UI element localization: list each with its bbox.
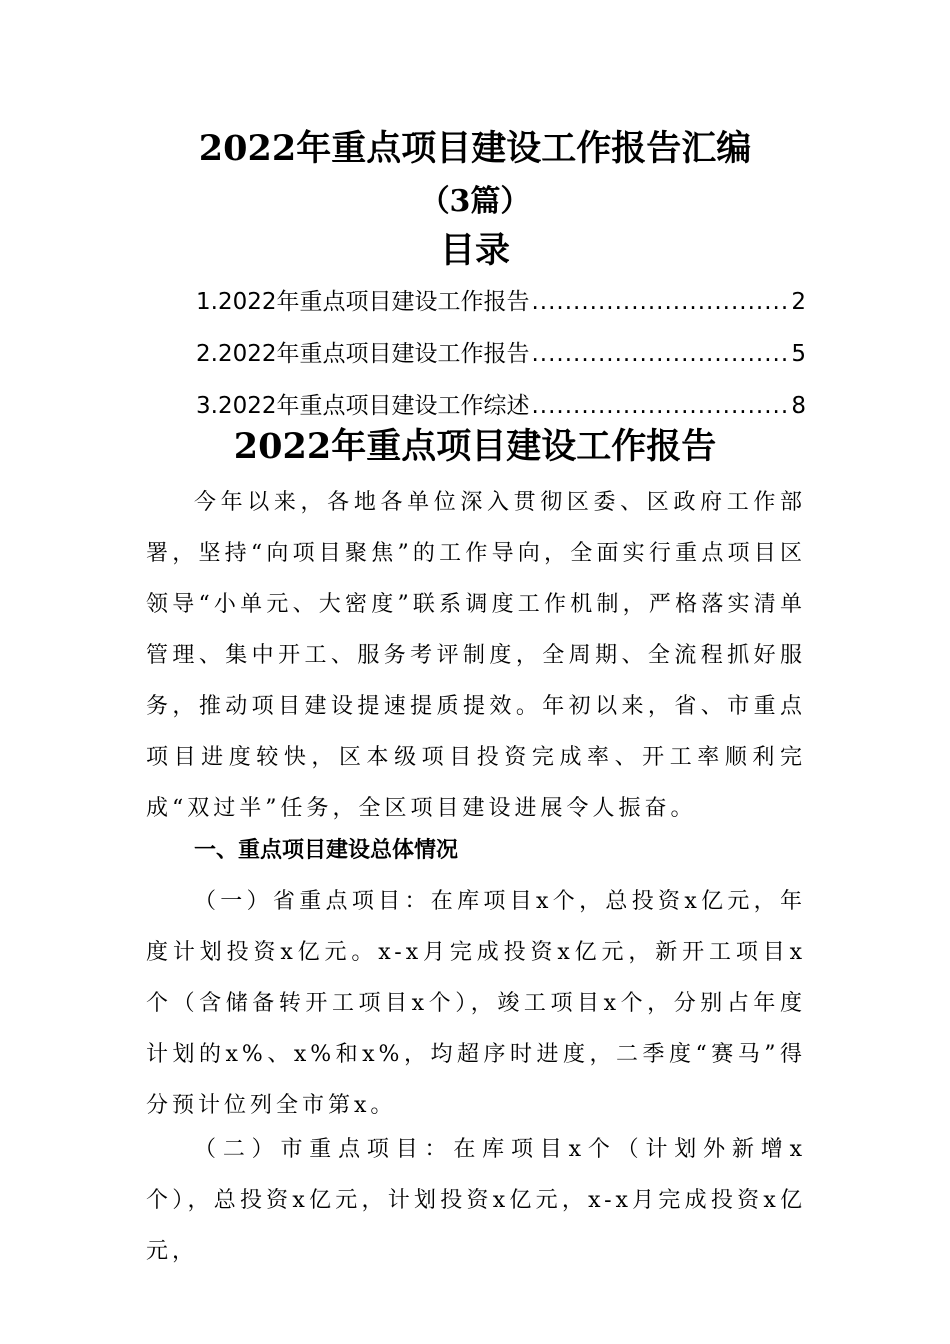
paragraph-intro: 今年以来，各地各单位深入贯彻区委、区政府工作部署，坚持“向项目聚焦”的工作导向，全面实行重点项目区领导“小单元、大密度”联系调度工作机制，严格落实清单管理、集中开工、服务考评制度，全周期、全流程抓好服务，推动项目建设提速提质提效。年初以来，省、市重点项目进度较快，区本级项目投资完成率、开工率顺利完成“双过半”任务，全区项目建设进展令人振奋。	[146, 490, 806, 821]
paragraph-provincial-projects: （一）省重点项目：在库项目x个，总投资x亿元，年度计划投资x亿元。x-x月完成投资x亿元，新开工项目x个（含储备转开工项目x个），竣工项目x个，分别占年度计划的x%、x%和x%，均超序时进度，二季度“赛马”得分预计位列全市第x。	[146, 889, 806, 1118]
toc-page-number: 5	[791, 341, 806, 367]
heading-overview: 一、重点项目建设总体情况	[194, 838, 459, 863]
toc-page-number: 8	[791, 393, 806, 419]
document-title-count: （3篇）	[419, 184, 531, 219]
toc-page-number: 2	[791, 289, 806, 315]
table-of-contents	[196, 282, 806, 438]
toc-leader-dots	[531, 282, 789, 322]
toc-entry-text: 3.2022年重点项目建设工作综述	[196, 393, 530, 419]
toc-entry-text: 2.2022年重点项目建设工作报告	[196, 341, 530, 367]
document-title: 2022年重点项目建设工作报告汇编	[198, 128, 752, 169]
toc-entry-text: 1.2022年重点项目建设工作报告	[196, 289, 530, 315]
toc-entry-2[interactable]	[196, 334, 806, 386]
toc-leader-dots	[531, 334, 789, 374]
toc-heading: 目录	[439, 230, 510, 271]
toc-entry-1[interactable]	[196, 282, 806, 334]
section-title: 2022年重点项目建设工作报告	[233, 426, 717, 467]
paragraph-municipal-projects: （二）市重点项目：在库项目x个（计划外新增x个），总投资x亿元，计划投资x亿元，x-x月完成投资x亿元，	[146, 1137, 806, 1264]
toc-leader-dots	[531, 386, 789, 426]
